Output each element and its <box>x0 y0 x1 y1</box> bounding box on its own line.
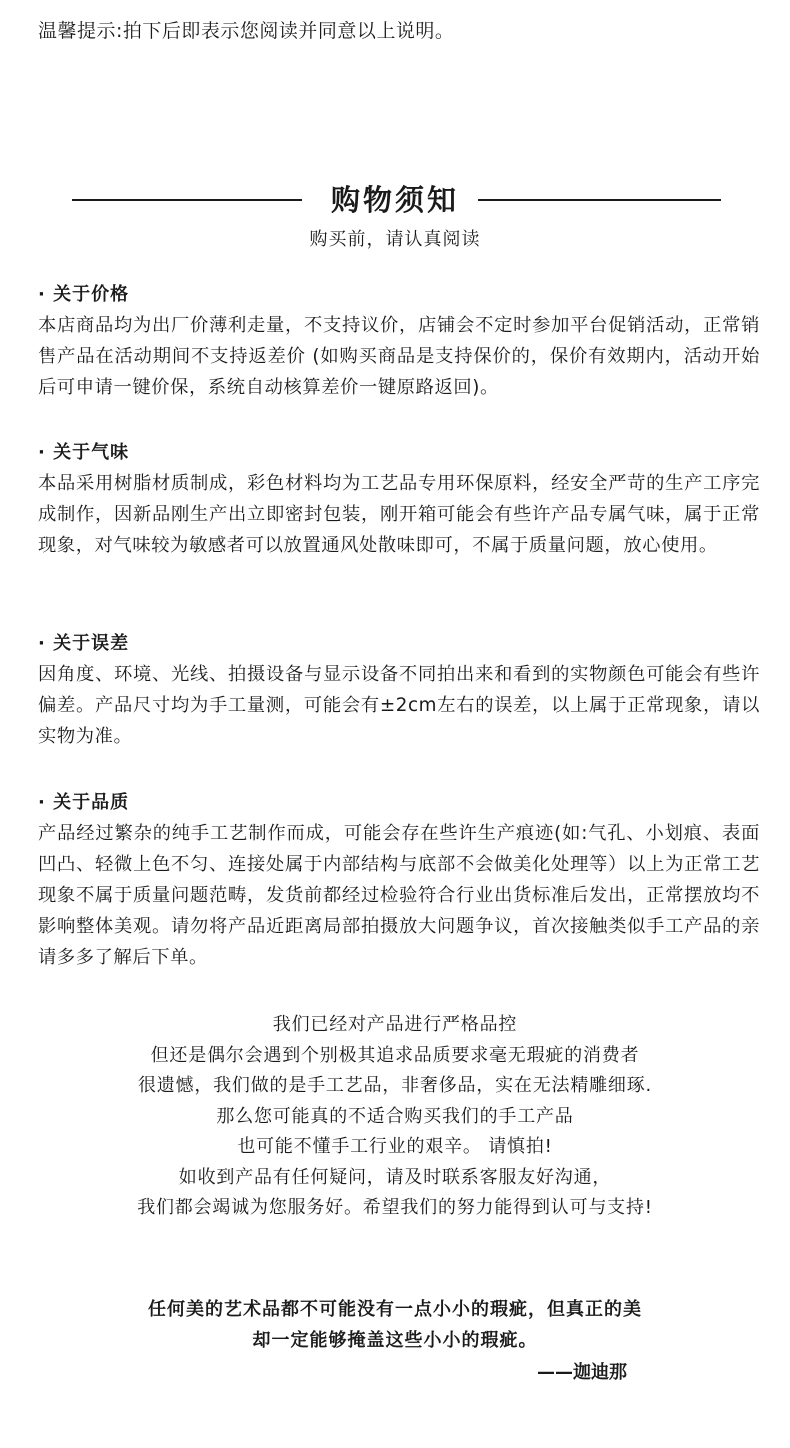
section-body-odor: 本品采用树脂材质制成，彩色材料均为工艺品专用环保原料，经安全严苛的生产工序完成制作，因新品刚生产出立即密封包装，刚开箱可能会有些许产品专属气味，属于正常现象，对气味较为敏感者可以放置通风处散味即可，不属于质量问题，放心使用。 <box>38 473 760 556</box>
page-title: 购物须知 <box>330 183 459 217</box>
statement-line: 如收到产品有任何疑问，请及时联系客服友好沟通， <box>178 1166 612 1188</box>
section-tolerance <box>38 629 760 752</box>
section-price <box>38 280 760 403</box>
quote-line: 任何美的艺术品都不可能没有一点小小的瑕疵，但真正的美 <box>148 1299 642 1320</box>
closing-quote <box>0 1294 790 1356</box>
statement-line: 那么您可能真的不适合购买我们的手工产品 <box>216 1105 574 1127</box>
section-heading-quality: · 关于品质 <box>38 792 130 813</box>
section-heading-tolerance: · 关于误差 <box>38 633 130 654</box>
statement-line: 但还是偶尔会遇到个别极其追求品质要求毫无瑕疵的消费者 <box>150 1044 640 1066</box>
section-quality <box>38 788 760 973</box>
section-body-quality: 产品经过繁杂的纯手工艺制作而成，可能会存在些许生产痕迹(如:气孔、小划痕、表面凹凸、轻微上色不匀、连接处属于内部结构与底部不会做美化处理等）以上为正常工艺现象不属于质量问题范畴，发货前都经过检验符合行业出货标准后发出，正常摆放均不影响整体美观。请勿将产品近距离局部拍摄放大问题争议，首次接触类似手工产品的亲请多多了解后下单。 <box>38 823 760 968</box>
page-subtitle: 购买前，请认真阅读 <box>309 229 481 250</box>
section-body-price: 本店商品均为出厂价薄利走量，不支持议价，店铺会不定时参加平台促销活动，正常销售产品在活动期间不支持返差价 (如购买商品是支持保价的，保价有效期内，活动开始后可申请一键价保，系统自动核算差价一键原路返回)。 <box>38 315 760 398</box>
section-heading-price: · 关于价格 <box>38 284 130 305</box>
quote-line: 却一定能够掩盖这些小小的瑕疵。 <box>252 1330 538 1351</box>
section-heading-odor: · 关于气味 <box>38 442 130 463</box>
title-row <box>0 175 790 225</box>
quote-author: ——迦迪那 <box>537 1362 627 1383</box>
statement-line: 也可能不懂手工行业的艰辛。 请慎拍! <box>237 1136 553 1157</box>
statement-line: 很遗憾，我们做的是手工艺品，非奢侈品，实在无法精雕细琢. <box>137 1075 653 1096</box>
statement-line: 我们已经对产品进行严格品控 <box>272 1014 518 1035</box>
section-odor <box>38 438 760 561</box>
warm-tip-notice: 温馨提示:拍下后即表示您阅读并同意以上说明。 <box>38 20 455 42</box>
title-divider-right <box>478 199 721 201</box>
statement-line: 我们都会竭诚为您服务好。希望我们的努力能得到认可与支持! <box>137 1197 653 1218</box>
section-body-tolerance: 因角度、环境、光线、拍摄设备与显示设备不同拍出来和看到的实物颜色可能会有些许偏差。产品尺寸均为手工量测，可能会有±2cm左右的误差，以上属于正常现象，请以实物为准。 <box>38 664 760 747</box>
quality-statement <box>0 1010 790 1224</box>
